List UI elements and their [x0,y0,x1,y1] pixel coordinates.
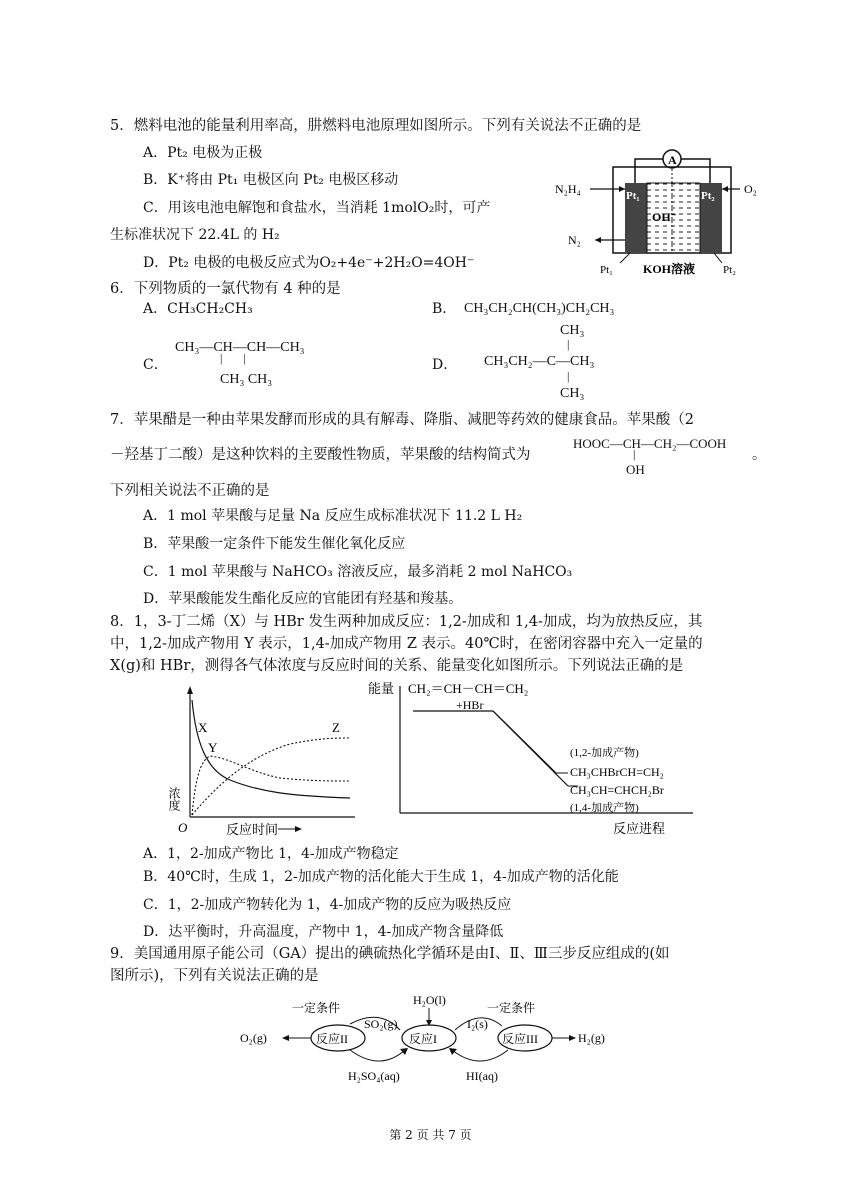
q6-option-c-sub: CH₃ CH₃ [220,372,273,387]
q5-stem: 5．燃料电池的能量利用率高，肼燃料电池原理如图所示。下列有关说法不正确的是 [110,118,642,134]
q7-option-b: B．苹果酸一定条件下能发生催化氧化反应 [143,536,406,552]
iodine-sulfur-cycle-diagram [240,990,620,1085]
g2-product-12-formula: CH₃CHBrCH=CH₂ [570,765,664,779]
label-oh: OH⁻ [652,210,678,224]
g2-product-12-label: (1,2-加成产物) [570,747,639,759]
fuel-cell-diagram [550,145,770,280]
q6-option-b: B． [432,301,457,317]
reaction-3: 反应III [502,1032,538,1046]
q8-line3: X(g)和 HBr，测得各气体浓度与反应时间的关系、能量变化如图所示。下列说法正确的是 [110,658,684,674]
q5-option-c-cont: 生标准状况下 22.4L 的 H₂ [110,227,280,243]
q8-option-c: C．1，2-加成产物转化为 1，4-加成产物的反应为吸热反应 [143,897,512,913]
g2-product-14-label: (1,4-加成产物) [570,802,639,814]
curve-y-label: Y [208,740,218,755]
q7-period: 。 [752,447,766,463]
reaction-1: 反应I [409,1032,437,1046]
h2so4-label: H₂SO₄(aq) [348,1069,400,1083]
g2-product-14-formula: CH₃CH=CHCH₂Br [570,783,664,797]
q8-line2: 中，1,2-加成产物用 Y 表示，1,4-加成产物用 Z 表示。40℃时，在密闭容器中充入一定量的 [110,636,703,652]
q7-malic-bond: | [633,447,636,461]
label-n2h4: N₂H₄ [555,182,581,196]
g2-hbr: +HBr [456,698,484,712]
label-pt2-top: Pt₂ [701,190,715,202]
q7-malic-formula: HOOC—CH—CH₂—COOH [573,436,727,451]
page-footer: 第 2 页 共 7 页 [389,1128,472,1142]
ammeter-label: A [668,153,677,167]
q7-malic-oh: OH [626,462,645,477]
g1-origin: O [178,820,188,835]
q7-option-c: C．1 mol 苹果酸与 NaHCO₃ 溶液反应，最多消耗 2 mol NaHCO₃ [143,564,573,580]
q8-option-b: B．40℃时，生成 1，2-加成产物的活化能大于生成 1，4-加成产物的活化能 [143,869,619,885]
q6-option-d-bond-bottom: | [567,369,570,383]
q6-option-c-main: CH₃—CH—CH—CH₃ [175,340,305,355]
label-o2-in: O₂ [744,182,757,196]
q9-line1: 9．美国通用原子能公司（GA）提出的碘硫热化学循环是由Ⅰ、Ⅱ、Ⅲ三步反应组成的(如 [110,946,670,962]
q6-option-d-main: CH₃CH₂—C—CH₃ [484,354,595,369]
label-n2-out: N₂ [568,233,581,247]
concentration-time-graph [167,682,360,842]
curve-x-label: X [198,720,208,735]
q7-option-d: D．苹果酸能发生酯化反应的官能团有羟基和羧基。 [143,591,463,607]
q9-line2: 图所示)，下列有关说法正确的是 [110,968,319,984]
o2-product: O₂(g) [240,1031,267,1045]
q5-option-d: D．Pt₂ 电极的电极反应式为O₂+4e⁻+2H₂O=4OH⁻ [143,255,475,271]
q7-option-a: A．1 mol 苹果酸与足量 Na 反应生成标准状况下 11.2 L H₂ [143,508,523,524]
g2-ylabel: 能量 [368,681,395,696]
h2o-label: H₂O(l) [413,993,446,1007]
h2-product: H₂(g) [578,1031,605,1045]
i2-label: I₂(s) [467,1017,488,1031]
cond-right: 一定条件 [487,1001,536,1015]
q8-line1: 8．1，3-丁二烯（X）与 HBr 发生两种加成反应：1,2-加成和 1,4-加成，均为放热反应，其 [110,614,703,630]
q6-option-d-top: CH₃ [560,323,585,338]
label-pt1-bottom: Pt₁ [600,264,614,276]
g1-xlabel: 反应时间 [226,822,279,837]
q6-option-a: A．CH₃CH₂CH₃ [143,301,253,317]
q5-option-a: A．Pt₂ 电极为正极 [143,145,263,161]
cond-left: 一定条件 [292,1001,341,1015]
g1-ylabel: 浓度 [167,787,181,811]
energy-profile-graph [368,678,698,840]
so2-label: SO₂(g) [364,1017,398,1031]
q6-option-b-formula: CH₃CH₂CH(CH₃)CH₂CH₃ [464,301,615,316]
q6-stem: 6．下列物质的一氯代物有 4 种的是 [110,281,341,297]
g2-reactant: CH₂＝CH－CH＝CH₂ [408,681,529,696]
q5-option-c: C．用该电池电解饱和食盐水，当消耗 1molO₂时，可产 [143,200,491,216]
g2-xlabel: 反应进程 [613,821,666,836]
label-koh: KOH溶液 [643,262,696,276]
q6-option-d-bottom: CH₃ [560,386,585,401]
q6-option-d: D． [432,357,458,373]
curve-z-label: Z [332,720,340,735]
label-pt1-top: Pt₁ [626,190,640,202]
reaction-2: 反应II [316,1032,348,1046]
q8-option-a: A．1，2-加成产物比 1，4-加成产物稳定 [143,846,399,862]
q7-line2: －羟基丁二酸）是这种饮料的主要酸性物质，苹果酸的结构简式为 [110,447,531,463]
q5-option-b: B．K⁺将由 Pt₁ 电极区向 Pt₂ 电极区移动 [143,172,399,188]
q6-option-c: C． [143,357,168,373]
q6-option-d-bond-top: | [567,337,570,351]
hi-label: HI(aq) [466,1069,498,1083]
q7-line1: 7．苹果醋是一种由苹果发酵而形成的具有解毒、降脂、减肥等药效的健康食品。苹果酸（2 [110,412,694,428]
q7-line3: 下列相关说法不正确的是 [110,483,270,499]
q8-option-d: D．达平衡时，升高温度，产物中 1，4-加成产物含量降低 [143,924,504,940]
label-pt2-bottom: Pt₂ [723,264,737,276]
q6-option-c-bonds: | | [220,351,246,365]
